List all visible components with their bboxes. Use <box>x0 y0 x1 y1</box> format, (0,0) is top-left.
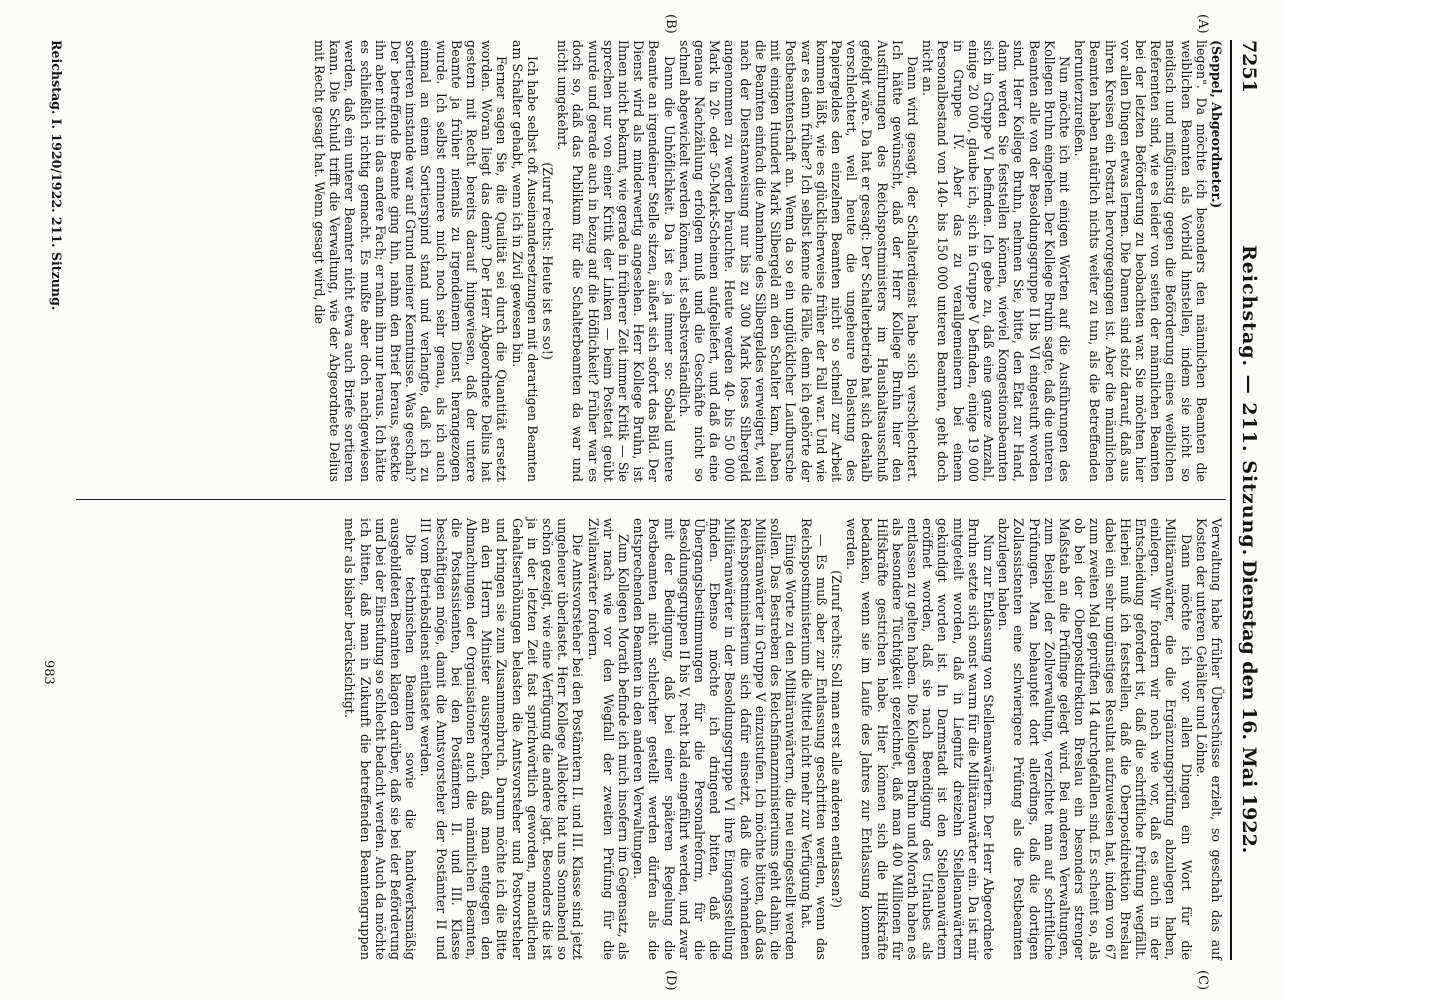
interjection: (Zuruf rechts: Soll man erst alle anderen entlassen?) <box>828 570 844 908</box>
column-divider <box>76 499 1226 500</box>
paragraph: Dann wird gesagt, der Schalterdienst habe sich verschlechtert. Ich hätte gewünscht, daß der Herr Kollege Bruhn hier den Ausführungen des Reichspostministers im Haushaltsausschuß gefolgt wäre. Da hat er gesagt: Der Schalterbetrieb hat sich deshalb verschlechtert, weil heute die ungeheure Belastung des Papiergeldes den einzelnen Beamten nicht so schnell zur Arbeit kommen läßt, wie es glücklicherweise früher der Fall war. Und wie war es denn früher? Ich selbst kenne die Fälle, denn ich gehörte der Postbeamtenschaft an. Wenn da so ein unglücklicher Laufbursche mit einigen Hundert Mark Silbergeld an den Schalter kam, haben die Beamten einfach die Annahme des Silbergeldes verweigert, weil nach der Dienstanweisung nur bis zu 300 Mark loses Silbergeld angenommen zu werden brauchte. Heute werden 40- bis 50 000 Mark in 20- oder 50-Mark-Scheinen aufgeliefert, und daß da eine genaue Nachzählung erfolgen muß und die Geschäfte nicht so schnell abgewickelt werden können, ist selbstverständlich. <box>676 40 920 482</box>
margin-letter-b: (B) <box>663 14 678 34</box>
paragraph: — Es muß aber zur Entlassung geschritten werden, wenn das Reichspostministerium die Mittel nicht mehr zur Verfügung hat. <box>798 518 829 960</box>
paragraph: Ferner sagen Sie, die Qualität sei durch die Quantität ersetzt worden. Woran liegt das denn? Der Herr Abgeordnete Delius hat gestern mit Recht bereits darauf hingewiesen, daß der untere Beamte ja früher niemals zu irgendeinem Dienst herangezogen wurde. Ich selbst erinnere mich noch sehr genau, als ich auch einmal an einem Sortierspind stand und verlangte, daß ich zu sortieren imstande war auf Grund meiner Kenntnisse. Was geschah? Der betreffende Beamte ging hin, nahm den Brief heraus, steckte ihn aber nicht in das andere Fach; er nahm ihn nur heraus. Ich hätte es schließlich richtig gemacht. Es mußte aber doch nachgewiesen werden, daß ein unterer Beamter nicht etwa auch Briefe sortieren kann. Die Schuld trifft die Verwaltung, wie der Abgeordnete Delius mit Recht gesagt hat. Wenn gesagt wird, die <box>312 40 510 482</box>
paragraph: Zum Kollegen Morath befinde ich mich insofern im Gegensatz, als wir nach wie vor den Wegfall der zweiten Prüfung für die Zivilanwärter fordern. <box>585 518 632 960</box>
speaker-line: (Seppel, Abgeordneter.) <box>1209 40 1224 209</box>
paragraph: Dann möchte ich vor allen Dingen ein Wort für die Militäranwärter, die die Ergänzungsprüfung abzulegen haben, einlegen. Wir fordern wir noch wie vor, daß es auch in der Entscheidung gefordert ist, daß die schriftliche Prüfung wegfällt. Hierbei muß ich feststellen, daß die Oberpostdirektion Breslau dabei ein sehr ungünstiges Resultat aufzuweisen hat, indem von 67 zum zweiten Mal geprüften 14 durchgefallen sind. Es scheint so, als ob bei der Oberpostdirektion Breslau ein besonders strenger Maßstab an die Prüflinge gelegt wird. Bei anderen Verwaltungen, zum Beispiel der Zollverwaltung, verzichtet man auf schriftliche Prüfungen. Man behauptet dort allerdings, daß die dortigen Zollassistenten eine schwierigere Prüfung als die Postbeamten abzulegen haben. <box>996 518 1194 960</box>
margin-letter-d: (D) <box>663 970 678 991</box>
paragraph: Die technischen Beamten sowie die handwerksmäßig ausgebildeten Beamten klagen darüber, daß sie bei der Beförderung und bei der Einstufung so schlecht bedacht werden. Auch da möchte ich bitten, daß man in Zukunft die betreffenden Beamtengruppen mehr als bisher berücksichtigt. <box>342 518 419 960</box>
interjection: (Zuruf rechts: Heute ist es so!) <box>540 162 556 360</box>
margin-letter-a: (A) <box>1195 14 1210 34</box>
running-head-session: Reichstag. — 211. Sitzung. <box>1238 245 1260 557</box>
paragraph: Nun möchte ich mit einigen Worten auf die Ausführungen des Kollegen Bruhn eingehen. Der Kollege Bruhn sagte, daß die unteren Beamten alle von der Besoldungsgruppe II bis VI eingestuft worden sind. Herr Kollege Bruhn, nehmen Sie, bitte, den Etat zur Hand, dann werden Sie feststellen können, wieviel Kongestionsbeamten sich in Gruppe VI befinden. Ich gebe zu, daß eine ganze Anzahl, einige 20 000, glaube ich, sich in Gruppe V befinden, einige 19 000 in Gruppe IV. Aber das zu verallgemeinern bei einem Personalbestand von 140- bis 150 000 unteren Beamten, geht doch nicht an. <box>920 40 1072 482</box>
text-column-left <box>312 40 1224 482</box>
footer-page-number: 983 <box>41 660 56 685</box>
paragraph: Nun zur Entlassung von Stellenanwärtern. Der Herr Abgeordnete Bruhn setzte sich sonst warm für die Militäranwärter ein. Da ist mir mitgeteilt worden, daß in Liegnitz dreizehn Stellenanwärtern gekündigt worden ist. In Darmstadt ist den Stellenanwärtern eröffnet worden, daß sie nach Beendigung des Urlaubes als entlassen zu gelten haben. Die Kollegen Bruhn und Morath haben es als besondere Tüchtigkeit gezeichnet, daß man 400 Millionen für Hilfskräfte gestrichen habe. Hier können sich die Hilfskräfte bedanken, wenn sie im Laufe des Jahres zur Entlassung kommen werden. <box>844 518 996 960</box>
paragraph: Ich habe selbst oft Auseinandersetzungen mit derartigen Beamten am Schalter gehabt, wenn ich in Zivil gewesen bin. <box>509 40 540 482</box>
running-head-date: Dienstag den 16. Mai 1922. <box>1238 560 1260 854</box>
paragraph: Verwaltung habe früher Überschüsse erzielt, so geschah das auf Kosten der unteren Gehälter und Löhne. <box>1193 518 1224 960</box>
paragraph: Dann die Unhöflichkeit. Da ist es ja immer so: Sobald untere Beamte an irgendeiner Stelle sitzen, äußert sich sofort das Bild. Der Dienst wird als minderwertig angesehen. Herr Kollege Bruhn, ist Ihnen nicht bekannt, wie gerade in früherer Zeit immer Kritik — Sie sprechen nur von einer Kritik der Linken — beim Postetat geübt wurde und gerade auch in bezug auf die Höflichkeit? Früher war es doch so, daß das Publikum für die Schalterbeamten da war und nicht umgekehrt. <box>555 40 677 482</box>
text-column-right <box>342 518 1224 960</box>
margin-letter-c: (C) <box>1195 970 1210 991</box>
paragraph: Die Amtsvorsteher bei den Postämtern II. und III. Klasse sind jetzt ungeheuer überlastet. Herr Kollege Allekotte hat uns Sonnabend so schön gezeigt, wie eine Verfügung die andere jagt. Besonders die ist ja in der letzten Zeit fast sprichwörtlich geworden, monatlichen Gehaltserhöhungen belasten die Amtsvorsteher und Postvorsteher und bringen sie zum Zusammenbruch. Darum möchte ich die Bitte an den Herrn Minister aussprechen, daß man entgegen den Abmachungen der Organisationen auch die männlichen Beamten, die Postassistenten, bei den Postämtern II. und III. Klasse beschäftigen möge, damit die Amtsvorsteher der Postämter II und III vom Betriebsdienst entlastet werden. <box>418 518 586 960</box>
footer-citation: Reichstag. I. 1920/1922. 211. Sitzung. <box>49 40 64 311</box>
running-head-page-number: 7251 <box>1238 40 1260 93</box>
running-head <box>1230 40 1262 960</box>
paragraph: liegen". Da möchte ich besonders den männlichen Beamten die weiblichen Beamten als Vorbild hinstellen, indem sie nicht so neidisch und mißgünstig gegen die Beförderung eines weiblichen Referenten sind, wie es leider von seiten der männlichen Beamten bei der letzten Beförderung zu beobachten war. Sie möchten hier vor allen Dingen etwas lernen. Die Damen sind stolz darauf, daß aus ihren Kreisen ein Postrat hervorgegangen ist. Aber die männlichen Beamten haben natürlich nichts weiter zu tun, als die Betreffenden herunterzureißen. <box>1072 40 1209 482</box>
paragraph: Einige Worte zu den Militäranwärtern, die neu eingestellt werden sollen. Das Bestreben des Reichsfinanzministeriums geht dahin, die Militäranwärter in Gruppe V einzustufen. Ich möchte bitten, daß das Reichspostministerium sich dafür einsetzt, daß die vorhandenen Militäranwärter in der Besoldungsgruppe VI ihre Eingangsstellung finden. Ebenso möchte ich dringend bitten, daß die Übergangsbestimmungen für die Personalreform, für die Besoldungsgruppen II bis V, recht bald eingeführt werden, und zwar mit der Bedingung, daß bei einer späteren Regelung die Postbeamten nicht schlechter gestellt werden dürfen als die entsprechenden Beamten in den anderen Verwaltungen. <box>631 518 799 960</box>
